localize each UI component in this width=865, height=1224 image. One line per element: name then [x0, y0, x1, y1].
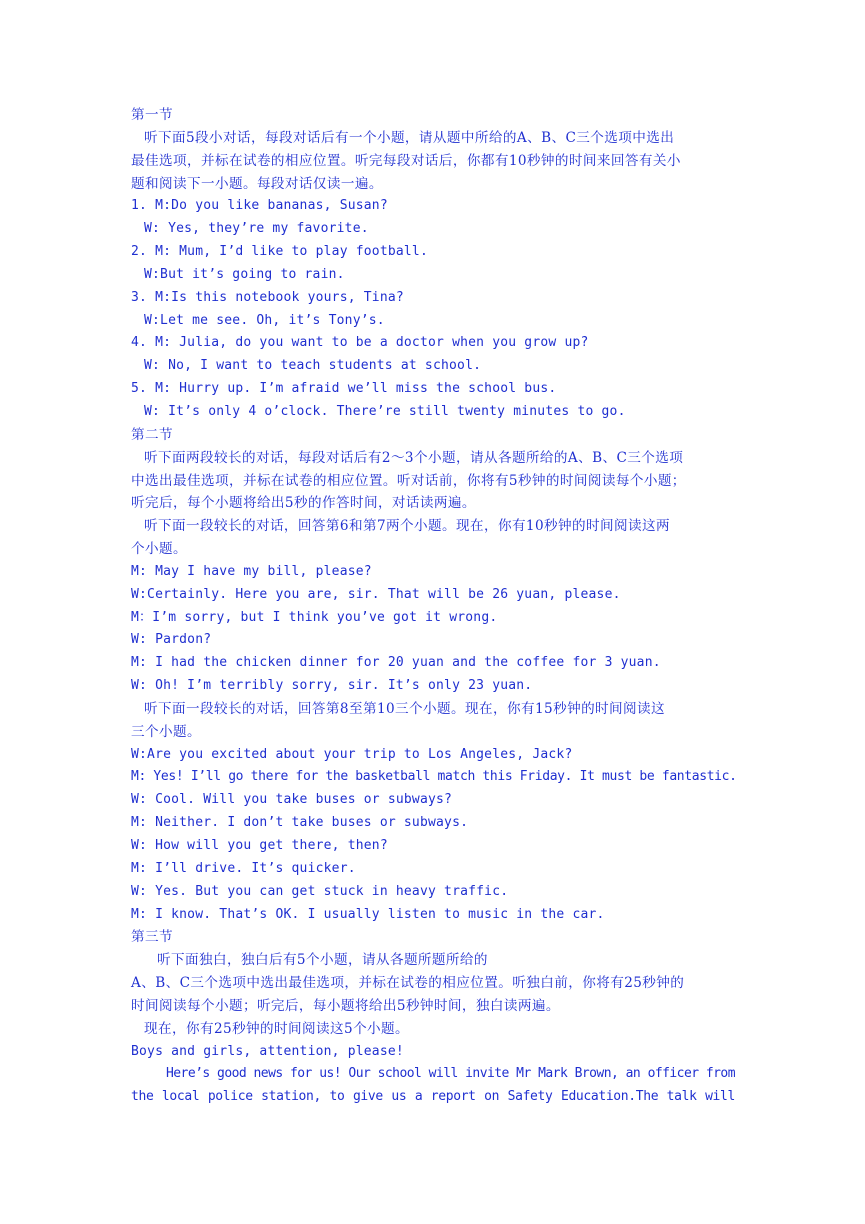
section-2-heading: 第二节: [131, 426, 173, 443]
dialogue-line: W: Yes, they’re my favorite.: [144, 221, 369, 237]
monologue-line: Here’s good news for us! Our school will invite Mr Mark Brown, an officer from: [166, 1066, 735, 1082]
dialogue-line: W:Let me see. Oh, it’s Tony’s.: [144, 312, 385, 328]
section-2-instruction-line: 听下面两段较长的对话，每段对话后有2～3个小题，请从各题所给的A、B、C三个选项: [144, 449, 684, 466]
section-3-instruction-line: A、B、C三个选项中选出最佳选项，并标在试卷的相应位置。听独白前，你将有25秒钟的: [131, 975, 685, 992]
section-2-instruction-line: 听下面一段较长的对话，回答第6和第7两个小题。现在，你有10秒钟的时间阅读这两: [144, 518, 670, 535]
dialogue-line: 3. M:Is this notebook yours, Tina?: [131, 289, 404, 305]
section-2-instruction-line: 听完后，每个小题将给出5秒的作答时间，对话读两遍。: [131, 495, 476, 512]
dialogue-line: M: I know. That’s OK. I usually listen to music in the car.: [131, 906, 605, 922]
section-3-instruction-line: 听下面独白，独白后有5个小题，请从各题所题所给的: [157, 952, 488, 969]
monologue-line: Boys and girls, attention, please!: [131, 1043, 404, 1059]
dialogue-line: M：I’m sorry, but I think you’ve got it wrong.: [131, 609, 498, 625]
dialogue-line: W: Cool. Will you take buses or subways?: [131, 792, 453, 808]
section-1-heading: 第一节: [131, 107, 173, 123]
dialogue-line: 4. M: Julia, do you want to be a doctor when you grow up?: [131, 335, 589, 351]
section-2-instruction-line: 三个小题。: [131, 723, 201, 740]
section-2-instruction-line: 个小题。: [131, 541, 187, 558]
dialogue-line: M: Yes! I’ll go there for the basketball match this Friday. It must be fantastic.: [131, 769, 737, 785]
dialogue-line: W:Certainly. Here you are, sir. That will be 26 yuan, please.: [131, 586, 621, 602]
section-3-instruction-line: 时间阅读每个小题；听完后，每小题将给出5秒钟时间，独白读两遍。: [131, 997, 560, 1014]
section-2-instruction-line: 听下面一段较长的对话，回答第8至第10三个小题。现在，你有15秒钟的时间阅读这: [144, 700, 666, 717]
dialogue-line: M: I’ll drive. It’s quicker.: [131, 860, 356, 876]
dialogue-line: W: Yes. But you can get stuck in heavy traffic.: [131, 883, 509, 899]
dialogue-line: W: No, I want to teach students at school.: [144, 358, 482, 374]
dialogue-line: W: Oh! I’m terribly sorry, sir. It’s only 23 yuan.: [131, 678, 533, 694]
dialogue-line: 1. M:Do you like bananas, Susan?: [131, 198, 388, 214]
monologue-line: the local police station, to give us a report on Safety Education.The talk will: [131, 1089, 735, 1105]
dialogue-line: 5. M: Hurry up. I’m afraid we’ll miss the school bus.: [131, 381, 557, 397]
dialogue-line: W:But it’s going to rain.: [144, 266, 345, 282]
section-3-instruction-line: 现在，你有25秒钟的时间阅读这5个小题。: [144, 1020, 410, 1037]
section-1-instruction-line: 最佳选项，并标在试卷的相应位置。听完每段对话后，你都有10秒钟的时间来回答有关小: [131, 152, 681, 169]
dialogue-line: M: May I have my bill, please?: [131, 563, 372, 579]
dialogue-line: M: I had the chicken dinner for 20 yuan and the coffee for 3 yuan.: [131, 655, 661, 671]
dialogue-line: M: Neither. I don’t take buses or subways.: [131, 815, 469, 831]
section-3-heading: 第三节: [131, 929, 173, 946]
section-1-instruction-line: 听下面5段小对话，每段对话后有一个小题，请从题中所给的A、B、C三个选项中选出: [144, 129, 675, 146]
dialogue-line: W:Are you excited about your trip to Los Angeles, Jack?: [131, 746, 573, 762]
dialogue-line: W: It’s only 4 o’clock. There’re still twenty minutes to go.: [144, 403, 626, 419]
dialogue-line: W: How will you get there, then?: [131, 838, 388, 853]
dialogue-line: 2. M: Mum, I’d like to play football.: [131, 244, 428, 260]
document-body: [131, 104, 735, 1109]
section-2-instruction-line: 中选出最佳选项，并标在试卷的相应位置。听对话前，你将有5秒钟的时间阅读每个小题；: [131, 472, 686, 489]
section-1-instruction-line: 题和阅读下一小题。每段对话仅读一遍。: [131, 175, 383, 192]
dialogue-line: W: Pardon?: [131, 632, 212, 648]
